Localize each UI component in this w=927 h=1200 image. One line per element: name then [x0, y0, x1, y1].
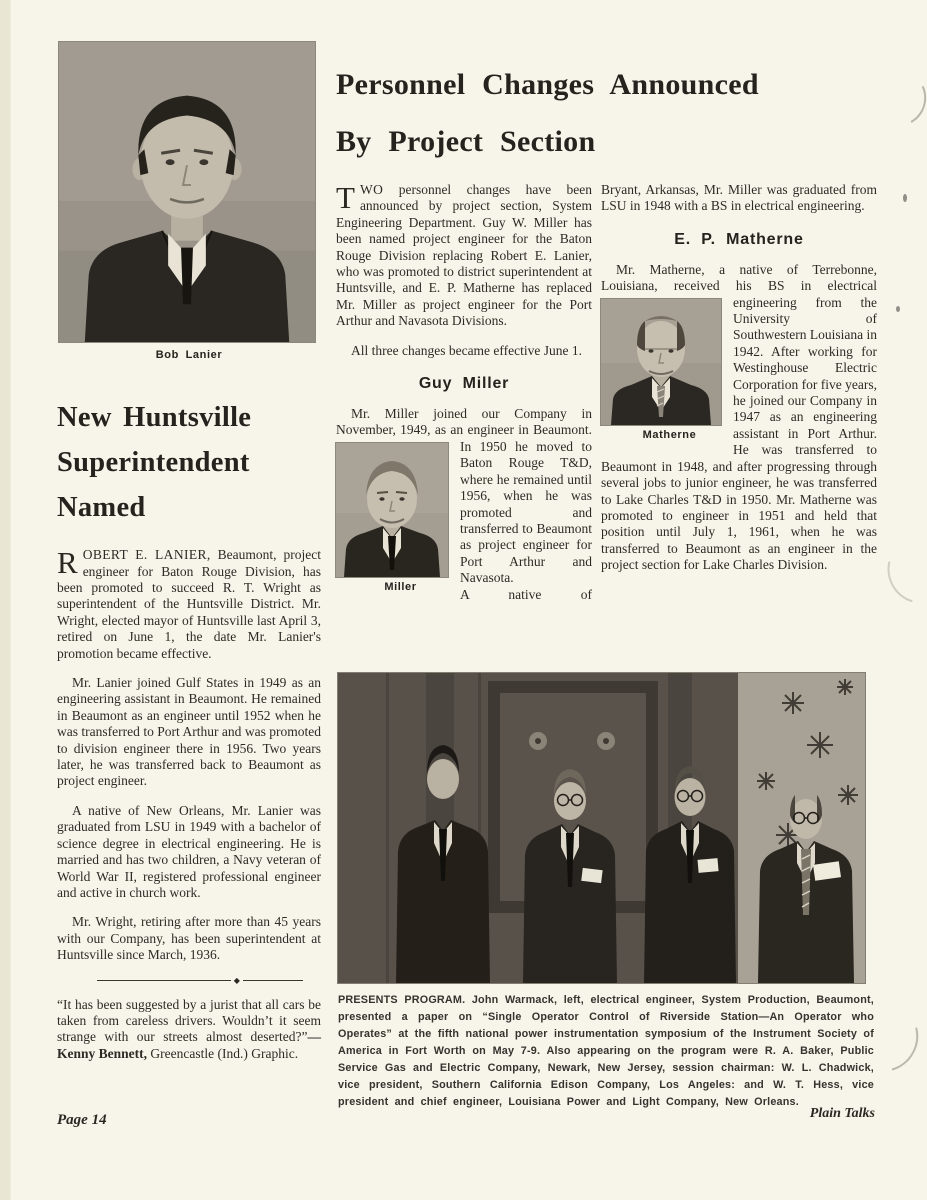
quote-attribution: —Kenny Bennett, — [57, 1029, 321, 1061]
lead-caps: OBERT E. LANIER, — [82, 547, 211, 563]
page-title — [336, 56, 816, 170]
middle-column — [336, 182, 592, 616]
drop-cap: T — [336, 180, 355, 215]
paragraph — [336, 406, 592, 603]
paragraph: All three changes became effective June 1. — [351, 342, 583, 358]
drop-cap: R — [57, 545, 78, 581]
paragraph-text: engineering from the University of Southwestern Louisiana in 1942. After working for Westinghouse Electric Corporation for five years, he joined our Company in 1947 as an engineering assistant in Port Arthur. He was transferred to Beaumont in 1948, and after progressing through several jobs to junior engineer, he was transferred to Lake Charles T&D in 1950. Mr. Matherne was promoted to engineer in 1951 and held that position until July 1, 1961, when he was transferred to Beaumont as an engineer in the project section for Lake Charles Division. — [601, 294, 877, 573]
left-column — [57, 42, 321, 1075]
paragraph: Bryant, Arkansas, Mr. Miller was graduated from LSU in 1948 with a BS in electrical engineering. — [601, 182, 877, 214]
matherne-photo — [601, 299, 721, 425]
paragraph — [601, 262, 877, 574]
paragraph — [57, 547, 321, 662]
scan-artifact — [903, 194, 907, 202]
scan-artifact — [876, 527, 927, 615]
group-photo — [338, 673, 865, 983]
paragraph: A native of New Orleans, Mr. Lanier was graduated from LSU in 1949 with a bachelor of science degree in electrical engineering. He is married and has two children, a Navy veteran of World War II, registered professional engineer and active in church work. — [57, 802, 321, 900]
right-column — [601, 182, 877, 587]
publication-name: Plain Talks — [809, 1106, 875, 1121]
bob-lanier-photo — [59, 42, 315, 342]
miller-photo-block — [336, 443, 450, 594]
subheading-matherne: E. P. Matherne — [674, 230, 804, 248]
page-number: Page 14 — [57, 1112, 107, 1128]
lead-caps: WO — [359, 182, 384, 197]
quote-text: “It has been suggested by a jurist that all cars be taken from careless drivers. Wouldn’t it seem strange with our streets almost deserted?” — [57, 996, 321, 1045]
scan-artifact — [869, 66, 927, 133]
paragraph-text: In 1950 he moved to Baton Rouge T&D, where he remained until 1956, when he was promoted and transferred to Beaumont as project engineer for Port Arthur and Navasota. — [460, 438, 592, 586]
paragraph-text: Mr. Miller joined our Company in November, 1949, as an engineer in Beaumont. — [336, 406, 592, 438]
photo-caption-matherne: Matherne — [642, 428, 697, 441]
page-left-edge — [0, 0, 11, 1200]
title-line: By Project Section — [336, 125, 596, 159]
headline-line: Superintendent — [57, 447, 250, 479]
headline-line: Named — [57, 492, 146, 524]
subheading-guy-miller: Guy Miller — [418, 375, 510, 393]
group-photo-caption: PRESENTS PROGRAM. John Warmack, left, electrical engineer, System Production, Beaumont, presented a paper on “Single Operator Control of Riverside Station—An Operator who Operates” at the fifth national power instrumentation symposium of the Instrument Society of America in Fort Worth on May 7-9. Also appearing on the program were R. A. Baker, Public Service Gas and Electric Company, Newark, New Jersey, session chairman: W. L. Chadwick, vice president, Southern California Edison Company, Los Angeles: and W. T. Hess, vice president and chief engineer, Louisiana Power and Light Company, New Orleans. — [338, 994, 874, 1108]
matherne-photo-block — [601, 299, 723, 442]
photo-caption-bob-lanier: Bob Lanier — [155, 349, 223, 361]
paragraph: Mr. Lanier joined Gulf States in 1949 as an engineering assistant in Beaumont. He remained in Beaumont as an engineer until 1952 when he was transferred to Port Arthur and was promoted to division engineer there in 1956. Two years later, he was transferred back to Beaumont as project engineer. — [57, 675, 321, 789]
scan-artifact — [896, 306, 900, 312]
paragraph: Mr. Wright, retiring after more than 45 years with our Company, has been superintendent at Huntsville since March, 1936. — [57, 914, 321, 963]
group-photo-illustration — [338, 673, 865, 983]
quote-attribution-rest: Greencastle (Ind.) Graphic. — [147, 1045, 299, 1061]
portrait-illustration — [59, 42, 315, 342]
paragraph-text: Beaumont, project engineer for Baton Rouge Division, has been promoted to succeed R. T. Wright as superintendent of the Huntsville District. Mr. Wright, elected mayor of Huntsville last April 3, retired on June 1, the date Mr. Lanier's promotion became effective. — [57, 547, 321, 661]
portrait-illustration — [336, 443, 448, 577]
headline-line: New Huntsville — [57, 402, 252, 434]
paragraph — [336, 182, 592, 330]
portrait-illustration — [601, 299, 721, 425]
divider-line — [97, 980, 231, 981]
paragraph-text: personnel changes have been announced by project section, System Engineering Department. Guy W. Miller has been named project engineer for the Baton Rouge Division replacing Robert E. Lanier, who was promoted to district superintendent at Huntsville, and E. P. Matherne has replaced Mr. Miller as project engineer for the Port Arthur and Navasota Divisions. — [336, 182, 593, 329]
miller-photo — [336, 443, 448, 577]
divider-ornament-icon: ◆ — [233, 975, 240, 985]
photo-caption-miller: Miller — [384, 580, 417, 593]
paragraph-text: Mr. Matherne, a native of Terrebonne, Louisiana, received his BS in electrical — [601, 261, 877, 294]
section-divider — [97, 977, 303, 985]
continuation-line: A native of — [460, 586, 592, 602]
filler-quote — [57, 997, 321, 1063]
divider-line — [243, 980, 303, 981]
title-line: Personnel Changes Announced — [336, 68, 759, 102]
article-headline — [57, 395, 321, 530]
